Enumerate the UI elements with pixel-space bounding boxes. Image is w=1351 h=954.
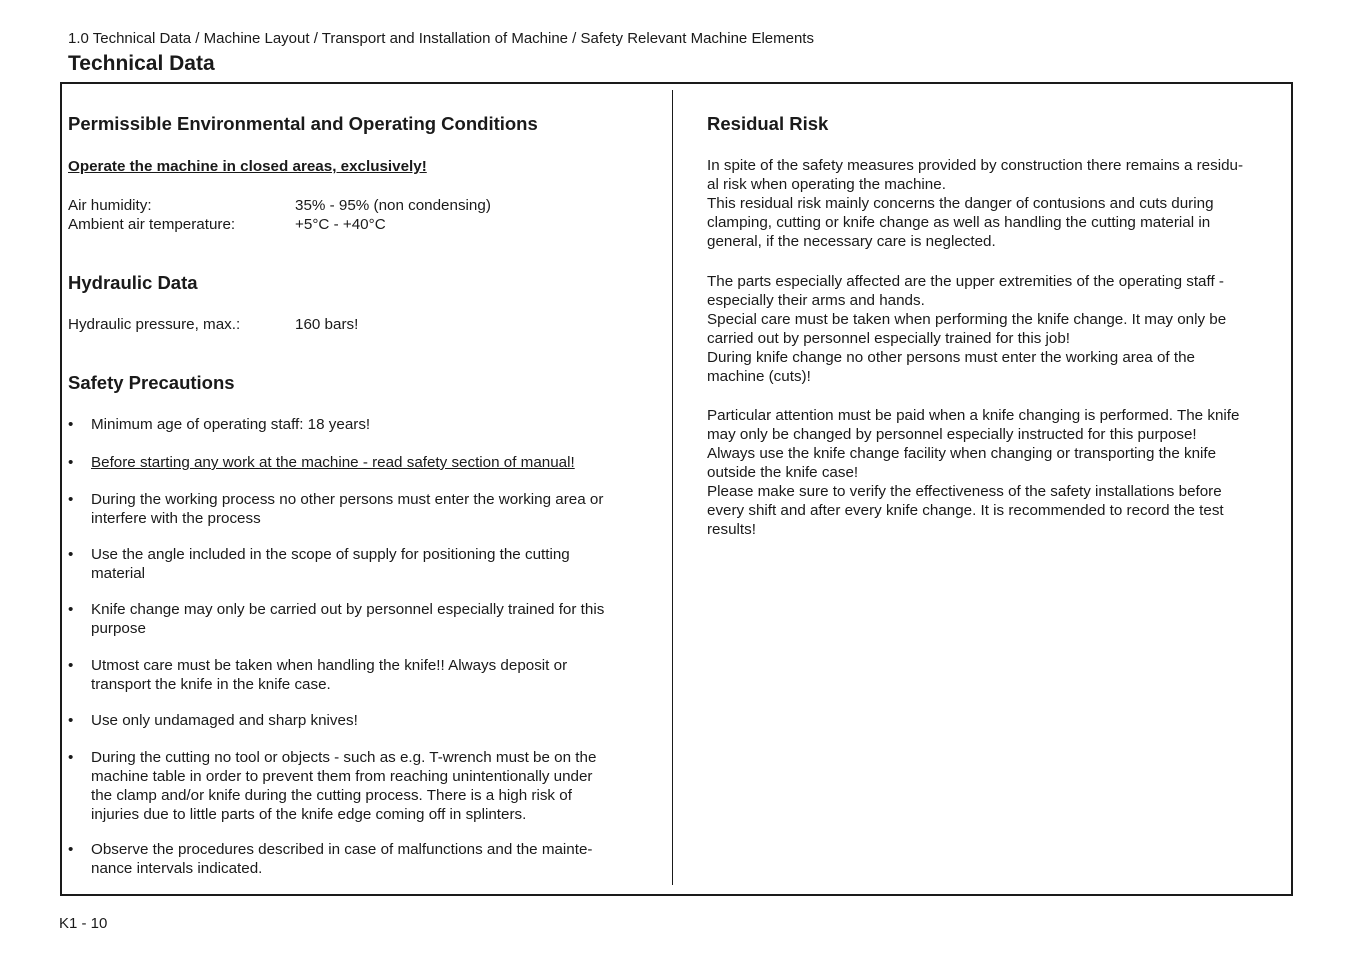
bullet-text xyxy=(91,711,651,730)
hyd-row-value: 160 bars! xyxy=(295,316,359,333)
paragraph-line: clamping, cutting or knife change as well as handling the cutting material in xyxy=(707,214,1211,231)
bullet-line: purpose xyxy=(91,620,146,637)
breadcrumb: 1.0 Technical Data / Machine Layout / Transport and Installation of Machine / Safety Relevant Machine Elements xyxy=(68,30,814,47)
bullet-text xyxy=(91,453,651,472)
bullet-line: material xyxy=(91,565,146,582)
bullet-marker: • xyxy=(68,749,74,766)
paragraph-line: especially their arms and hands. xyxy=(707,292,925,309)
paragraph-line: general, if the necessary care is neglected. xyxy=(707,233,996,250)
hyd-row-label: Hydraulic pressure, max.: xyxy=(68,316,241,333)
bullet-marker: • xyxy=(68,841,74,858)
bullet-line: the clamp and/or knife during the cutting process. There is a high risk of xyxy=(91,787,572,804)
bullet-line: Observe the procedures described in case of malfunctions and the mainte- xyxy=(91,841,593,858)
bullet-line: Knife change may only be carried out by personnel especially trained for this xyxy=(91,601,605,618)
env-row-value: 35% - 95% (non condensing) xyxy=(295,197,491,214)
env-row-label: Ambient air temperature: xyxy=(68,216,236,233)
bullet-line: During the working process no other persons must enter the working area or xyxy=(91,491,604,508)
bullet-marker: • xyxy=(68,546,74,563)
page-number: K1 - 10 xyxy=(59,915,108,932)
bullet-marker: • xyxy=(68,712,74,729)
paragraph-line: al risk when operating the machine. xyxy=(707,176,946,193)
residual-risk-heading: Residual Risk xyxy=(707,113,829,134)
paragraph-line: In spite of the safety measures provided by construction there remains a residu- xyxy=(707,157,1244,174)
bullet-text xyxy=(91,415,651,434)
paragraph-line: Please make sure to verify the effectiveness of the safety installations before xyxy=(707,483,1222,500)
paragraph-line: Always use the knife change facility when changing or transporting the knife xyxy=(707,445,1217,462)
paragraph-line: may only be changed by personnel especially instructed for this purpose! xyxy=(707,426,1197,443)
bullet-text xyxy=(91,600,651,638)
bullet-line: Minimum age of operating staff: 18 years! xyxy=(91,416,371,433)
bullet-line: During the cutting no tool or objects - such as e.g. T-wrench must be on the xyxy=(91,749,597,766)
bullet-line: nance intervals indicated. xyxy=(91,860,263,877)
bullet-line: injuries due to little parts of the knife edge coming off in splinters. xyxy=(91,806,527,823)
env-row-label: Air humidity: xyxy=(68,197,152,214)
hyd-row-pressure xyxy=(68,315,628,334)
bullet-text xyxy=(91,656,651,694)
paragraph-line: carried out by personnel especially trained for this job! xyxy=(707,330,1071,347)
paragraph-line: every shift and after every knife change. It is recommended to record the test xyxy=(707,502,1224,519)
paragraph-line: Special care must be taken when performing the knife change. It may only be xyxy=(707,311,1227,328)
bullet-line: transport the knife in the knife case. xyxy=(91,676,331,693)
bullet-marker: • xyxy=(68,454,74,471)
safety-heading: Safety Precautions xyxy=(68,372,235,393)
column-divider xyxy=(672,90,673,885)
page-title: Technical Data xyxy=(68,52,215,75)
paragraph-line: The parts especially affected are the upper extremities of the operating staff - xyxy=(707,273,1224,290)
bullet-text xyxy=(91,490,651,528)
bullet-text xyxy=(91,748,651,824)
env-row-temperature xyxy=(68,215,628,234)
paragraph-line: results! xyxy=(707,521,756,538)
hydraulic-heading: Hydraulic Data xyxy=(68,272,198,293)
bullet-line: Use only undamaged and sharp knives! xyxy=(91,712,358,729)
env-row-humidity xyxy=(68,196,628,215)
bullet-marker: • xyxy=(68,601,74,618)
bullet-line: interfere with the process xyxy=(91,510,261,527)
residual-risk-paragraph xyxy=(707,272,1282,386)
bullet-marker: • xyxy=(68,657,74,674)
env-heading: Permissible Environmental and Operating Conditions xyxy=(68,113,538,134)
bullet-line: Before starting any work at the machine - read safety section of manual! xyxy=(91,454,575,471)
paragraph-line: machine (cuts)! xyxy=(707,368,811,385)
residual-risk-paragraph xyxy=(707,156,1282,251)
bullet-text xyxy=(91,545,651,583)
bullet-line: Use the angle included in the scope of supply for positioning the cutting xyxy=(91,546,570,563)
paragraph-line: This residual risk mainly concerns the danger of contusions and cuts during xyxy=(707,195,1214,212)
env-notice: Operate the machine in closed areas, exclusively! xyxy=(68,158,427,175)
bullet-line: Utmost care must be taken when handling the knife!! Always deposit or xyxy=(91,657,568,674)
bullet-marker: • xyxy=(68,416,74,433)
bullet-marker: • xyxy=(68,491,74,508)
bullet-text xyxy=(91,840,651,878)
paragraph-line: outside the knife case! xyxy=(707,464,859,481)
env-row-value: +5°C - +40°C xyxy=(295,216,386,233)
paragraph-line: Particular attention must be paid when a knife changing is performed. The knife xyxy=(707,407,1240,424)
paragraph-line: During knife change no other persons must enter the working area of the xyxy=(707,349,1195,366)
bullet-line: machine table in order to prevent them from reaching unintentionally under xyxy=(91,768,593,785)
residual-risk-paragraph xyxy=(707,406,1282,539)
